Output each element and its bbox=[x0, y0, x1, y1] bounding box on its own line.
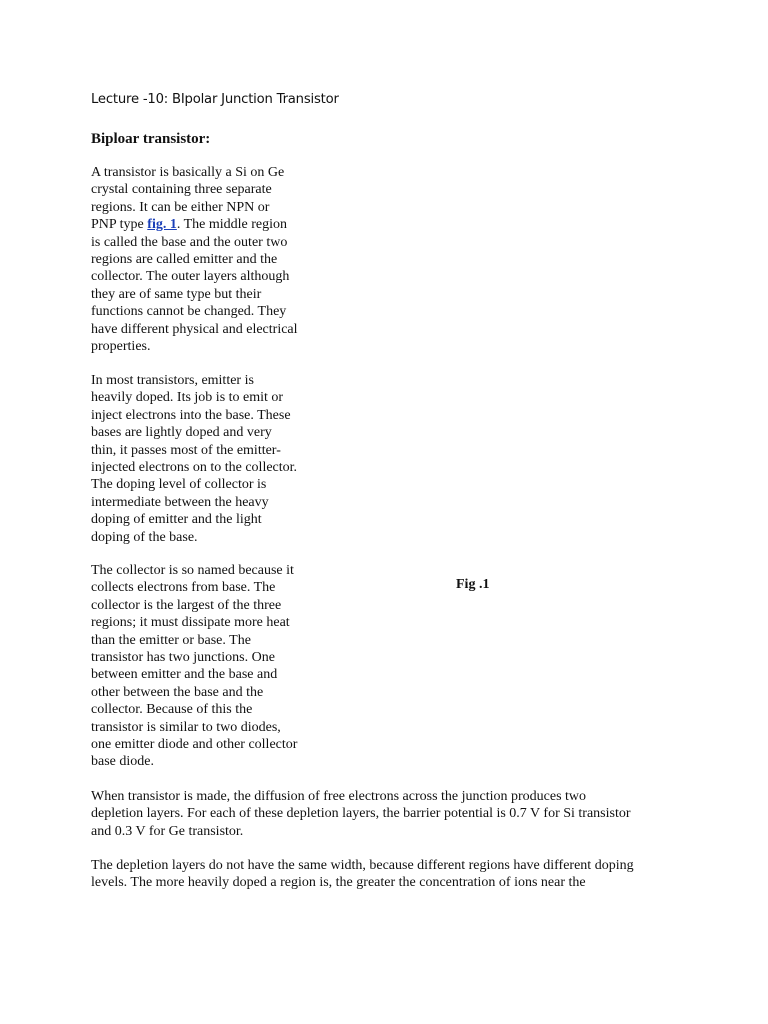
paragraph-line: and 0.3 V for Ge transistor. bbox=[91, 823, 244, 839]
paragraph-line: The depletion layers do not have the same width, because different regions have different doping bbox=[91, 858, 634, 873]
section-heading: Biploar transistor: bbox=[91, 131, 211, 147]
paragraph-line: doping of emitter and the light bbox=[91, 512, 262, 528]
paragraph-line: functions cannot be changed. They bbox=[91, 304, 287, 320]
paragraph-line-text: . The middle region bbox=[176, 217, 288, 233]
paragraph-line: collects electrons from base. The bbox=[91, 580, 276, 596]
paragraph-line: thin, it passes most of the emitter- bbox=[91, 442, 281, 458]
paragraph-line: properties. bbox=[91, 339, 151, 355]
paragraph-transistor-intro bbox=[91, 164, 321, 355]
paragraph-line: regions are called emitter and the bbox=[91, 252, 278, 268]
paragraph-line: transistor is similar to two diodes, bbox=[91, 719, 281, 735]
paragraph-depletion-layers bbox=[91, 788, 691, 840]
paragraph-line: The collector is so named because it bbox=[91, 563, 294, 578]
paragraph-line: inject electrons into the base. These bbox=[91, 407, 291, 423]
paragraph-line: regions. It can be either NPN or bbox=[91, 199, 270, 215]
paragraph-line-text: PNP type bbox=[91, 217, 148, 233]
paragraph-line: In most transistors, emitter is bbox=[91, 373, 254, 388]
paragraph-line: depletion layers. For each of these depletion layers, the barrier potential is 0.7 V for Si transistor bbox=[91, 806, 631, 822]
paragraph-line: regions; it must dissipate more heat bbox=[91, 615, 290, 631]
paragraph-line: transistor has two junctions. One bbox=[91, 650, 275, 666]
lecture-title: Lecture -10: BIpolar Junction Transistor bbox=[91, 92, 339, 107]
paragraph-collector bbox=[91, 562, 321, 771]
paragraph-line: collector. The outer layers although bbox=[91, 269, 290, 285]
paragraph-line: When transistor is made, the diffusion of free electrons across the junction produces two bbox=[91, 789, 587, 804]
paragraph-line bbox=[91, 216, 321, 233]
paragraph-line: they are of same type but their bbox=[91, 286, 262, 302]
paragraph-line: crystal containing three separate bbox=[91, 182, 272, 198]
paragraph-line: bases are lightly doped and very bbox=[91, 425, 272, 441]
figure-link[interactable]: fig. 1 bbox=[147, 217, 177, 233]
paragraph-line: than the emitter or base. The bbox=[91, 632, 251, 648]
paragraph-line: heavily doped. Its job is to emit or bbox=[91, 390, 284, 406]
paragraph-line: injected electrons on to the collector. bbox=[91, 460, 298, 476]
paragraph-line: doping of the base. bbox=[91, 529, 198, 545]
paragraph-line: one emitter diode and other collector bbox=[91, 737, 298, 753]
paragraph-line: other between the base and the bbox=[91, 684, 264, 700]
paragraph-line: base diode. bbox=[91, 754, 154, 770]
paragraph-depletion-width bbox=[91, 857, 691, 892]
paragraph-line: The doping level of collector is bbox=[91, 477, 267, 493]
paragraph-line: A transistor is basically a Si on Ge bbox=[91, 165, 285, 180]
figure-caption: Fig .1 bbox=[456, 577, 490, 592]
paragraph-line: collector. Because of this the bbox=[91, 702, 253, 718]
paragraph-line: between emitter and the base and bbox=[91, 667, 278, 683]
paragraph-emitter-doping bbox=[91, 372, 321, 546]
paragraph-line: intermediate between the heavy bbox=[91, 494, 269, 510]
paragraph-line: collector is the largest of the three bbox=[91, 597, 282, 613]
paragraph-line: levels. The more heavily doped a region is, the greater the concentration of ions near the bbox=[91, 875, 586, 891]
paragraph-line: is called the base and the outer two bbox=[91, 234, 288, 250]
paragraph-line: have different physical and electrical bbox=[91, 321, 298, 337]
